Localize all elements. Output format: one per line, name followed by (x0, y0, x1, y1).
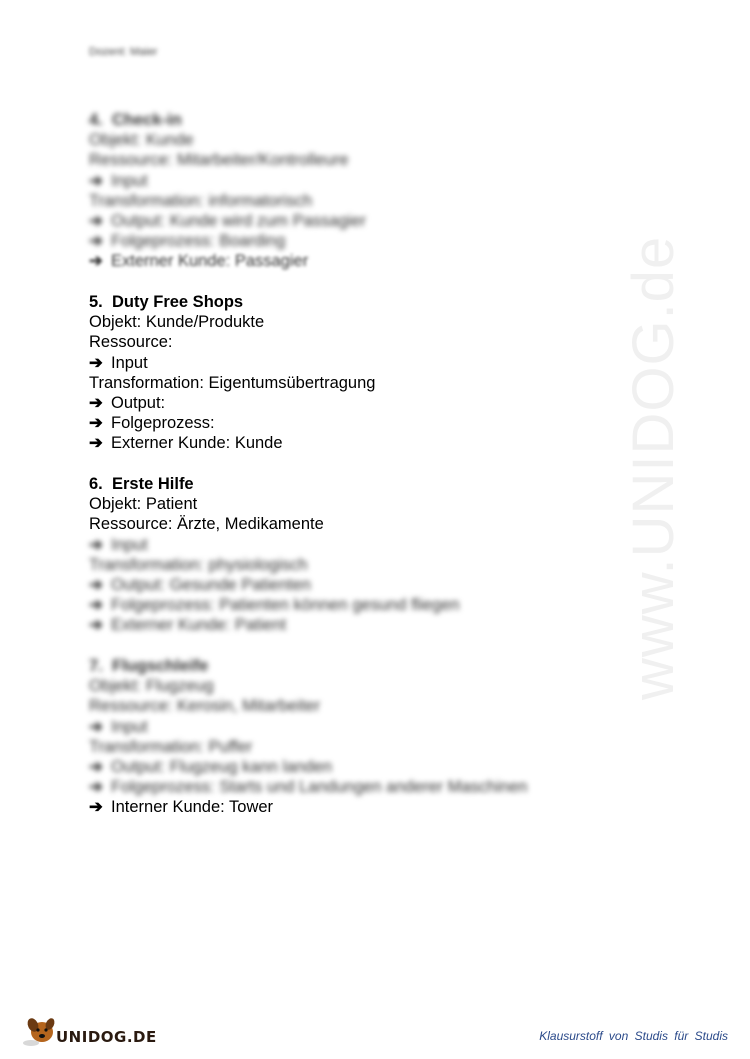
section-heading: 4. Check-in (89, 111, 182, 129)
arrow-icon: ➔ (89, 252, 103, 271)
section-heading: 7. Flugschleife (89, 657, 209, 675)
section-line: ➔ Folgeprozess: (89, 414, 215, 433)
arrow-icon: ➔ (89, 757, 103, 776)
section-line: Ressource: Kerosin, Mitarbeiter (89, 697, 321, 716)
section-line: Objekt: Kunde/Produkte (89, 313, 265, 332)
page-header: Dozent: Maier (89, 46, 158, 58)
arrow-icon: ➔ (89, 434, 103, 453)
section-line: Ressource: Ärzte, Medikamente (89, 515, 324, 534)
section-line: ➔ Externer Kunde: Kunde (89, 434, 283, 453)
section-heading: 6. Erste Hilfe (89, 475, 194, 493)
section-line: ➔ Output: (89, 393, 166, 412)
section-line: Transformation: Eigentumsübertragung (89, 373, 376, 392)
arrow-icon: ➔ (89, 211, 103, 230)
section-line: Objekt: Flugzeug (89, 677, 214, 696)
section-line: Objekt: Kunde (89, 131, 194, 150)
section-heading: 5. Duty Free Shops (89, 293, 244, 311)
section-line: ➔ Externer Kunde: Patient (89, 616, 287, 635)
arrow-icon: ➔ (89, 171, 103, 190)
section-line: ➔ Input (89, 717, 148, 736)
section-line: Transformation: Puffer (89, 737, 253, 756)
section-line: ➔ Folgeprozess: Patienten können gesund fliegen (89, 596, 460, 615)
arrow-icon: ➔ (89, 778, 103, 797)
arrow-icon: ➔ (89, 414, 103, 433)
section-line: ➔ Input (89, 535, 148, 554)
arrow-icon: ➔ (89, 798, 103, 817)
section-line: ➔ Output: Kunde wird zum Passagier (89, 211, 366, 230)
arrow-icon: ➔ (89, 575, 103, 594)
section-line: Ressource: (89, 333, 173, 352)
section-duty-free-shops (89, 292, 375, 454)
section-line: ➔ Input (89, 171, 148, 190)
arrow-icon: ➔ (89, 393, 103, 412)
section-line: Transformation: informatorisch (89, 191, 313, 210)
section-line: Ressource: Mitarbeiter/Kontrolleure (89, 151, 349, 170)
section-line: ➔ Output: Flugzeug kann landen (89, 757, 333, 776)
section-line: ➔ Interner Kunde: Tower (89, 798, 274, 817)
arrow-icon: ➔ (89, 232, 103, 251)
section-line: ➔ Externer Kunde: Passagier (89, 252, 309, 271)
watermark-text: www.UNIDOG.de (621, 235, 686, 700)
arrow-icon: ➔ (89, 596, 103, 615)
footer-tagline: Klausurstoff von Studis für Studis (539, 1029, 728, 1043)
section-flugschleife (89, 656, 527, 818)
arrow-icon: ➔ (89, 535, 103, 554)
section-line: ➔ Input (89, 353, 148, 372)
section-line: Transformation: physiologisch (89, 555, 308, 574)
arrow-icon: ➔ (89, 717, 103, 736)
section-check-in (89, 110, 366, 272)
logo-text: UNIDOG.DE (56, 1028, 157, 1046)
section-line: Objekt: Patient (89, 495, 198, 514)
section-line: ➔ Output: Gesunde Patienten (89, 575, 311, 594)
section-erste-hilfe (89, 474, 460, 636)
arrow-icon: ➔ (89, 353, 103, 372)
section-line: ➔ Folgeprozess: Boarding (89, 232, 286, 251)
arrow-icon: ➔ (89, 616, 103, 635)
section-line: ➔ Folgeprozess: Starts und Landungen anderer Maschinen (89, 778, 528, 797)
